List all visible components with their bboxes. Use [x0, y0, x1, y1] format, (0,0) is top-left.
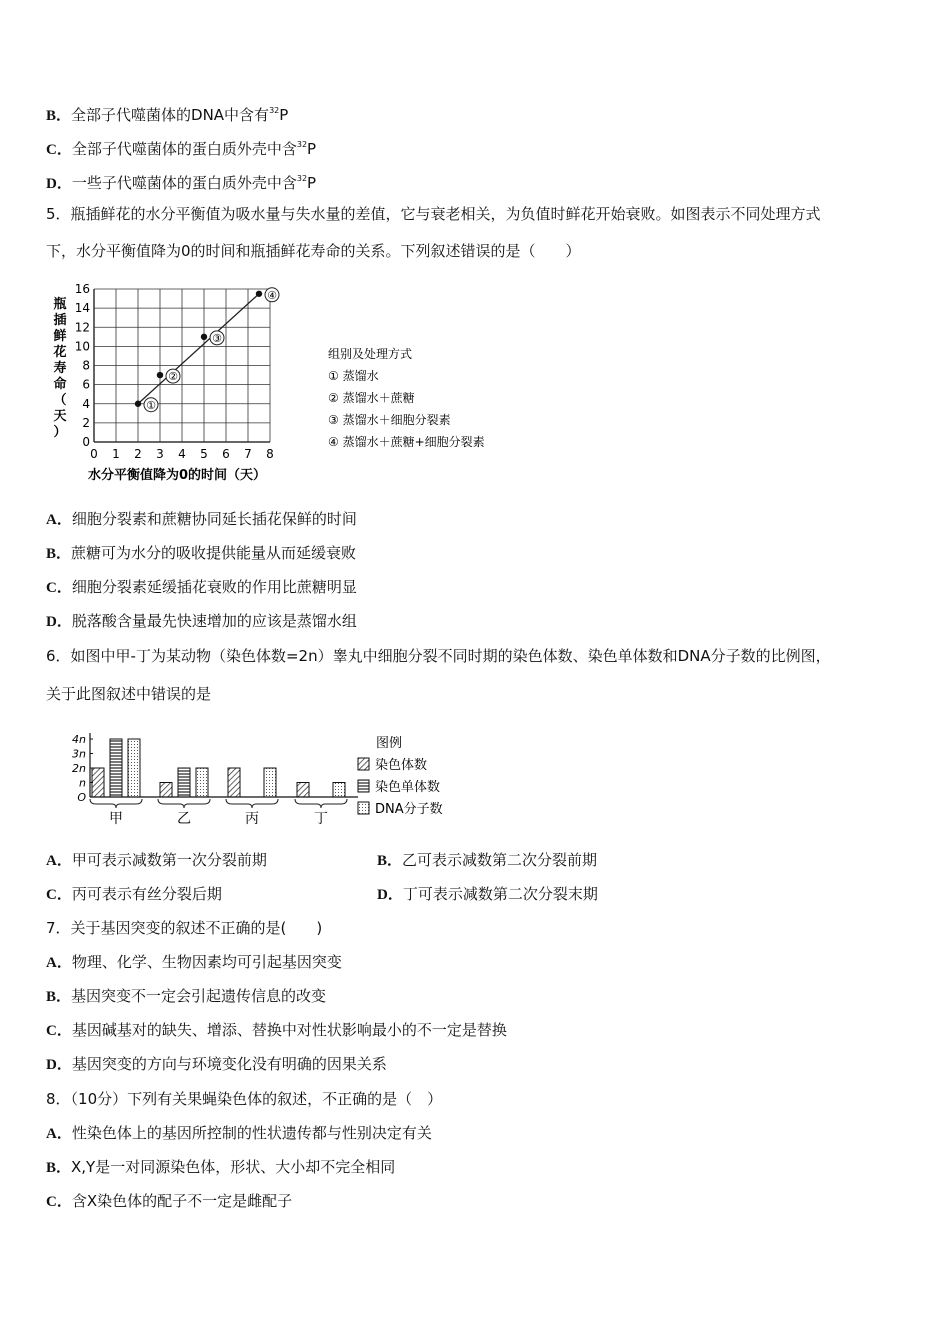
q5-point-label: ①: [146, 398, 156, 412]
q6-legend-label: 染色体数: [375, 758, 428, 773]
q6-legend-title: 图例: [376, 736, 403, 751]
q6-y-tick: n: [79, 776, 86, 790]
q6-option-d: D．丁可表示减数第二次分裂末期: [377, 885, 598, 903]
q6-category-label: 甲: [109, 811, 123, 827]
q8-option-c: C．含X染色体的配子不一定是雌配子: [46, 1192, 293, 1210]
q6-bar: [110, 739, 122, 797]
q6-legend-swatch: [358, 780, 369, 792]
q6-bar: [228, 768, 240, 797]
q5-option-c: C．细胞分裂素延缓插花衰败的作用比蔗糖明显: [46, 578, 357, 596]
q5-x-tick: 7: [244, 447, 252, 461]
q4-option-b: B．全部子代噬菌体的DNA中含有$^{32}$P: [46, 106, 289, 124]
q5-ylabel-char: 插: [53, 313, 67, 328]
q6-bar: [196, 768, 208, 797]
q6-brace: [226, 799, 278, 808]
q5-ylabel: [52, 296, 66, 440]
q7-option-a: A．物理、化学、生物因素均可引起基因突变: [46, 953, 342, 971]
q4-option-d: D．一些子代噬菌体的蛋白质外壳中含$^{32}$P: [46, 174, 317, 192]
q5-stem-line2: 下，水分平衡值降为0的时间和瓶插鲜花寿命的关系。下列叙述错误的是（ ）: [46, 242, 581, 260]
q5-chart: [46, 280, 536, 490]
q5-x-tick: 8: [266, 447, 274, 461]
q6-option-a: A．甲可表示减数第一次分裂前期: [46, 851, 267, 869]
q5-fit-line: [138, 294, 259, 404]
q6-category-label: 丁: [314, 811, 328, 827]
svg-text:瓶插鲜花寿命（天）: [52, 296, 66, 440]
q5-point-label: ③: [212, 331, 222, 345]
q5-ylabel-char: 花: [53, 345, 67, 360]
q5-x-tick: 1: [112, 447, 120, 461]
q5-legend-title: 组别及处理方式: [328, 347, 413, 361]
q5-point: [201, 334, 207, 340]
q8-option-b: B．X,Y是一对同源染色体，形状、大小却不完全相同: [46, 1158, 396, 1176]
q6-legend-swatch: [358, 758, 369, 770]
q5-y-tick: 16: [74, 282, 90, 296]
q5-y-tick: 0: [82, 435, 90, 449]
q7-stem: 7．关于基因突变的叙述不正确的是( ): [46, 919, 323, 937]
q5-legend-item: ③ 蒸馏水＋细胞分裂素: [328, 413, 451, 427]
q7-option-d: D．基因突变的方向与环境变化没有明确的因果关系: [46, 1055, 387, 1073]
q5-y-tick: 6: [82, 377, 90, 392]
q5-ylabel-char: 鲜: [53, 329, 67, 344]
q5-x-tick: 5: [200, 447, 208, 461]
q5-y-tick: 8: [82, 358, 90, 373]
q5-x-tick: 0: [90, 447, 98, 461]
q6-option-c: C．丙可表示有丝分裂后期: [46, 885, 222, 903]
q6-bar: [160, 783, 172, 798]
q5-ylabel-char: 命: [53, 377, 67, 392]
q5-option-b: B．蔗糖可为水分的吸收提供能量从而延缓衰败: [46, 544, 357, 562]
q5-ylabel-char: 瓶: [53, 297, 67, 312]
q5-y-tick: 12: [74, 320, 90, 335]
q6-bar: [178, 768, 190, 797]
q5-x-tick: 3: [156, 447, 164, 461]
q5-legend: [328, 346, 485, 449]
q5-point: [157, 372, 163, 378]
q5-y-tick: 2: [82, 415, 90, 430]
q5-stem-line1: 5．瓶插鲜花的水分平衡值为吸水量与失水量的差值，它与衰老相关，为负值时鲜花开始衰败。如图表示不同处理方式: [46, 205, 821, 223]
q6-category-label: 丙: [245, 811, 259, 827]
q6-stem-line2: 关于此图叙述中错误的是: [46, 685, 212, 703]
q5-legend-item: ② 蒸馏水＋蔗糖: [328, 391, 415, 405]
q6-bar: [297, 783, 309, 798]
q5-x-tick: 6: [222, 447, 230, 461]
q6-legend-label: 染色单体数: [375, 780, 441, 795]
q6-chart: [58, 725, 478, 835]
q6-brace: [295, 799, 347, 808]
q6-bars: [92, 739, 345, 797]
q5-x-tick: 2: [134, 447, 142, 461]
q5-legend-item: ④ 蒸馏水＋蔗糖+细胞分裂素: [328, 435, 485, 449]
q5-ylabel-char: 天: [53, 409, 67, 424]
q5-ylabel-char: （: [53, 393, 67, 408]
q5-point-label: ④: [267, 288, 277, 302]
q6-bar: [128, 739, 140, 797]
q6-category-label: 乙: [177, 811, 191, 827]
q7-option-b: B．基因突变不一定会引起遗传信息的改变: [46, 987, 327, 1005]
q5-y-tick: 4: [82, 396, 90, 411]
q4-option-c: C．全部子代噬菌体的蛋白质外壳中含$^{32}$P: [46, 140, 317, 158]
q6-bar: [333, 783, 345, 798]
q6-bar: [264, 768, 276, 797]
q5-ylabel-char: ）: [53, 425, 67, 440]
q6-stem-line1: 6．如图中甲-丁为某动物（染色体数=2n）睾丸中细胞分裂不同时期的染色体数、染色单体数和DNA分子数的比例图，: [46, 647, 831, 665]
q6-y-tick: O: [77, 791, 86, 804]
q6-y-tick: 4n: [72, 733, 86, 746]
q5-point: [256, 291, 262, 297]
q5-option-a: A．细胞分裂素和蔗糖协同延长插花保鲜的时间: [46, 510, 357, 528]
q6-categories: [90, 799, 347, 827]
q5-y-tick: 10: [74, 339, 90, 354]
q6-y-tick: 2n: [72, 762, 86, 775]
q6-legend-swatch: [358, 802, 369, 814]
q8-stem: 8．（10分）下列有关果蝇染色体的叙述，不正确的是（ ）: [46, 1090, 443, 1108]
q6-legend-label: DNA分子数: [375, 802, 443, 817]
q5-ylabel-char: 寿: [53, 361, 67, 376]
q5-point: [135, 401, 141, 407]
q5-option-d: D．脱落酸含量最先快速增加的应该是蒸馏水组: [46, 612, 357, 630]
q5-legend-item: ① 蒸馏水: [328, 369, 379, 383]
q6-legend: [358, 736, 443, 817]
q7-option-c: C．基因碱基对的缺失、增添、替换中对性状影响最小的不一定是替换: [46, 1021, 507, 1039]
q5-y-tick: 14: [74, 301, 90, 316]
q6-bar: [92, 768, 104, 797]
q6-brace: [90, 799, 142, 808]
q6-option-b: B．乙可表示减数第二次分裂前期: [377, 851, 598, 869]
q5-x-tick: 4: [178, 447, 186, 461]
q8-option-a: A．性染色体上的基因所控制的性状遗传都与性别决定有关: [46, 1124, 432, 1142]
q5-grid: [94, 289, 270, 442]
q5-marks: [135, 288, 279, 412]
q5-point-label: ②: [168, 370, 178, 384]
q5-xlabel: 水分平衡值降为0的时间（天）: [88, 468, 267, 483]
q6-brace: [158, 799, 210, 808]
q6-y-tick: 3n: [72, 747, 86, 761]
